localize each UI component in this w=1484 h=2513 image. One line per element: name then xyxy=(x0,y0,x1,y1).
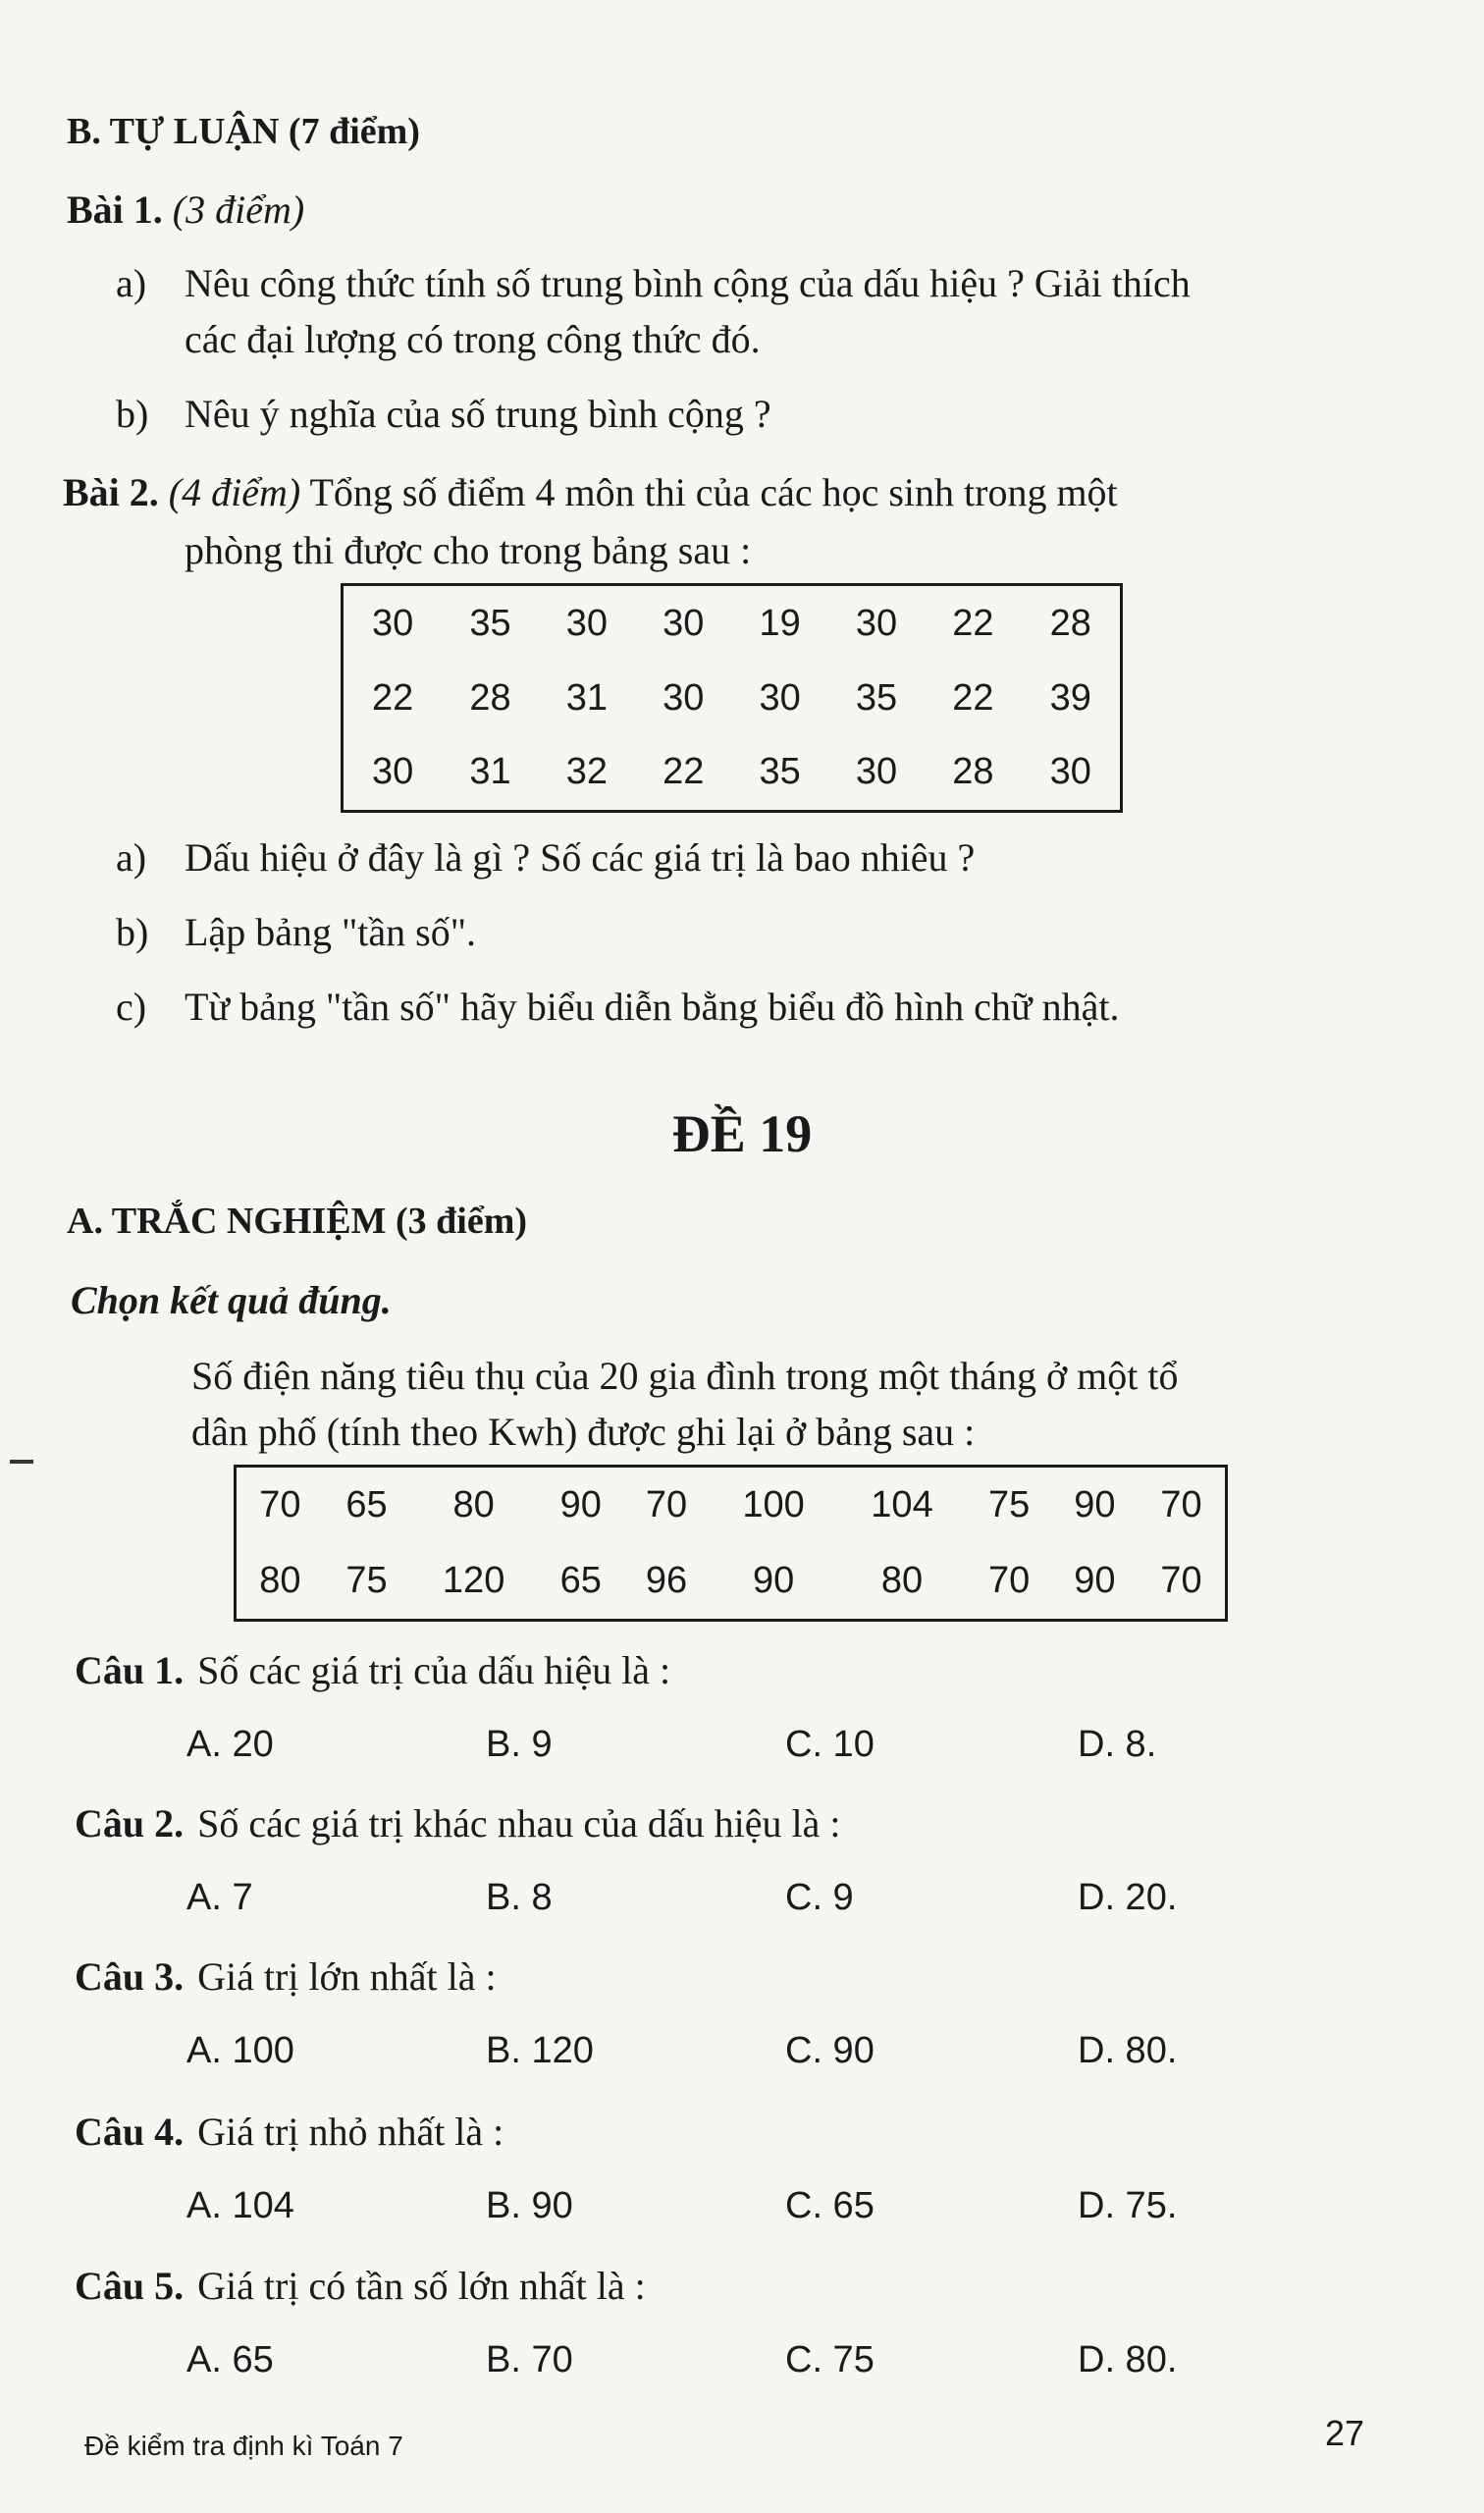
bai2-item-c xyxy=(116,984,1119,1030)
bai2-line2: phòng thi được cho trong bảng sau : xyxy=(185,528,752,572)
answer-option-d[interactable]: D. 75. xyxy=(1078,2185,1178,2226)
bai2-label: Bài 2. xyxy=(63,470,159,514)
bai1-b-label: b) xyxy=(116,392,149,436)
kwh-cell: 65 xyxy=(559,1560,602,1601)
table-row xyxy=(236,1467,1227,1544)
kwh-cell: 120 xyxy=(442,1560,505,1601)
score-cell: 22 xyxy=(372,676,414,719)
score-cell: 22 xyxy=(662,751,705,793)
kwh-cell: 90 xyxy=(559,1484,602,1525)
margin-mark xyxy=(10,1460,33,1464)
question-text: Giá trị nhỏ nhất là : xyxy=(197,2110,504,2154)
score-cell: 30 xyxy=(662,602,705,644)
score-cell: 30 xyxy=(759,676,801,719)
bai2-item-a xyxy=(116,834,975,881)
question-4 xyxy=(75,2109,504,2155)
de19-title: ĐỀ 19 xyxy=(671,1104,813,1163)
bai2-a-label: a) xyxy=(116,835,147,880)
score-cell: 30 xyxy=(662,676,705,719)
page-number: 27 xyxy=(1325,2413,1365,2453)
score-cell: 35 xyxy=(469,602,511,644)
answer-option-a[interactable]: A. 100 xyxy=(186,2030,294,2071)
bai2-b-label: b) xyxy=(116,910,149,954)
question-label: Câu 1. xyxy=(75,1648,185,1692)
answer-option-b[interactable]: B. 90 xyxy=(486,2185,573,2226)
bai1-a-line2: các đại lượng có trong công thức đó. xyxy=(185,317,761,361)
table-row xyxy=(343,735,1122,812)
bai1-label: Bài 1. xyxy=(67,187,163,232)
bai2-item-b xyxy=(116,909,476,955)
bai2-points: (4 điểm) xyxy=(168,470,301,514)
answer-option-c[interactable]: C. 9 xyxy=(785,1877,854,1918)
answer-option-b[interactable]: B. 120 xyxy=(486,2030,594,2071)
kwh-cell: 104 xyxy=(871,1484,933,1525)
score-cell: 31 xyxy=(565,676,609,719)
score-cell: 30 xyxy=(1049,751,1091,793)
kwh-cell: 75 xyxy=(987,1484,1031,1525)
bai1-a-label: a) xyxy=(116,261,147,305)
score-cell: 22 xyxy=(952,676,994,719)
score-cell: 39 xyxy=(1049,676,1091,719)
score-cell: 19 xyxy=(759,602,801,644)
bai2-b-text: Lập bảng "tần số". xyxy=(185,910,477,954)
kwh-cell: 90 xyxy=(752,1560,795,1601)
answer-option-d[interactable]: D. 8. xyxy=(1078,1724,1157,1765)
question-text: Giá trị lớn nhất là : xyxy=(197,1954,497,1999)
instruction-text: Chọn kết quả đúng. xyxy=(71,1278,392,1322)
score-cell: 31 xyxy=(469,751,511,793)
intro-line2: dân phố (tính theo Kwh) được ghi lại ở bảng sau : xyxy=(191,1410,976,1454)
question-label: Câu 2. xyxy=(75,1801,185,1845)
score-cell: 28 xyxy=(952,751,994,793)
answer-option-c[interactable]: C. 65 xyxy=(785,2185,874,2226)
table-row xyxy=(343,661,1122,734)
bai2-a-text: Dấu hiệu ở đây là gì ? Số các giá trị là bao nhiêu ? xyxy=(185,835,976,880)
question-label: Câu 5. xyxy=(75,2264,185,2308)
score-cell: 28 xyxy=(469,676,511,719)
score-cell: 30 xyxy=(372,602,414,644)
bai1-b-text: Nêu ý nghĩa của số trung bình cộng ? xyxy=(185,392,771,436)
kwh-cell: 70 xyxy=(987,1560,1031,1601)
score-cell: 28 xyxy=(1049,602,1091,644)
score-cell: 30 xyxy=(565,602,609,644)
bai1-item-b xyxy=(116,391,771,437)
question-text: Số các giá trị khác nhau của dấu hiệu là : xyxy=(197,1801,841,1845)
footer-book-title: Đề kiểm tra định kì Toán 7 xyxy=(84,2431,403,2461)
answer-option-b[interactable]: B. 70 xyxy=(486,2339,573,2380)
answer-option-b[interactable]: B. 8 xyxy=(486,1877,553,1918)
kwh-cell: 65 xyxy=(345,1484,388,1525)
question-label: Câu 4. xyxy=(75,2110,185,2154)
kwh-cell: 90 xyxy=(1074,1560,1116,1601)
score-cell: 30 xyxy=(855,751,898,793)
question-2 xyxy=(75,1800,840,1846)
kwh-cell: 70 xyxy=(1160,1560,1202,1601)
bai1-points: (3 điểm) xyxy=(172,187,305,232)
question-3 xyxy=(75,1953,497,2000)
kwh-cell: 80 xyxy=(259,1560,301,1601)
kwh-cell: 90 xyxy=(1074,1484,1116,1525)
bai1-item-a xyxy=(116,260,1191,306)
electricity-table xyxy=(234,1465,1228,1622)
table-row xyxy=(343,585,1122,662)
intro-line1: Số điện năng tiêu thụ của 20 gia đình trong một tháng ở một tổ xyxy=(191,1354,1179,1398)
kwh-cell: 70 xyxy=(259,1484,301,1525)
score-cell: 35 xyxy=(759,751,801,793)
score-cell: 30 xyxy=(855,602,898,644)
kwh-cell: 80 xyxy=(452,1484,495,1525)
question-text: Giá trị có tần số lớn nhất là : xyxy=(197,2264,646,2308)
answer-option-a[interactable]: A. 20 xyxy=(186,1724,274,1765)
answer-option-d[interactable]: D. 80. xyxy=(1078,2030,1178,2071)
answer-option-d[interactable]: D. 80. xyxy=(1078,2339,1178,2380)
answer-option-a[interactable]: A. 104 xyxy=(186,2185,294,2226)
bai2-c-label: c) xyxy=(116,985,147,1029)
question-1 xyxy=(75,1647,670,1693)
kwh-cell: 100 xyxy=(742,1484,805,1525)
question-text: Số các giá trị của dấu hiệu là : xyxy=(197,1648,671,1692)
score-cell: 22 xyxy=(952,602,994,644)
bai2-line1: Tổng số điểm 4 môn thi của các học sinh trong một xyxy=(309,470,1118,514)
bai1-a-line1: Nêu công thức tính số trung bình cộng của dấu hiệu ? Giải thích xyxy=(185,261,1191,305)
question-label: Câu 3. xyxy=(75,1954,185,1999)
kwh-cell: 96 xyxy=(645,1560,688,1601)
answer-option-a[interactable]: A. 65 xyxy=(186,2339,274,2380)
answer-option-d[interactable]: D. 20. xyxy=(1078,1877,1178,1918)
bai2-score-table xyxy=(341,583,1123,813)
answer-option-b[interactable]: B. 9 xyxy=(486,1724,553,1765)
kwh-cell: 70 xyxy=(1160,1484,1202,1525)
section-a-title: A. TRẮC NGHIỆM (3 điểm) xyxy=(67,1201,528,1242)
answer-option-c[interactable]: C. 90 xyxy=(785,2030,874,2071)
bai2-heading xyxy=(63,469,1118,515)
score-cell: 35 xyxy=(855,676,898,719)
answer-option-c[interactable]: C. 75 xyxy=(785,2339,874,2380)
score-cell: 30 xyxy=(372,751,414,793)
table-row xyxy=(236,1543,1227,1621)
answer-option-c[interactable]: C. 10 xyxy=(785,1724,874,1765)
kwh-cell: 75 xyxy=(345,1560,388,1601)
bai1-heading xyxy=(67,187,304,233)
kwh-cell: 80 xyxy=(880,1560,924,1601)
answer-option-a[interactable]: A. 7 xyxy=(186,1877,253,1918)
score-cell: 32 xyxy=(565,751,609,793)
question-5 xyxy=(75,2263,646,2309)
kwh-cell: 70 xyxy=(645,1484,688,1525)
section-b-title: B. TỰ LUẬN (7 điểm) xyxy=(67,111,420,152)
bai2-c-text: Từ bảng "tần số" hãy biểu diễn bằng biểu đồ hình chữ nhật. xyxy=(185,985,1120,1029)
